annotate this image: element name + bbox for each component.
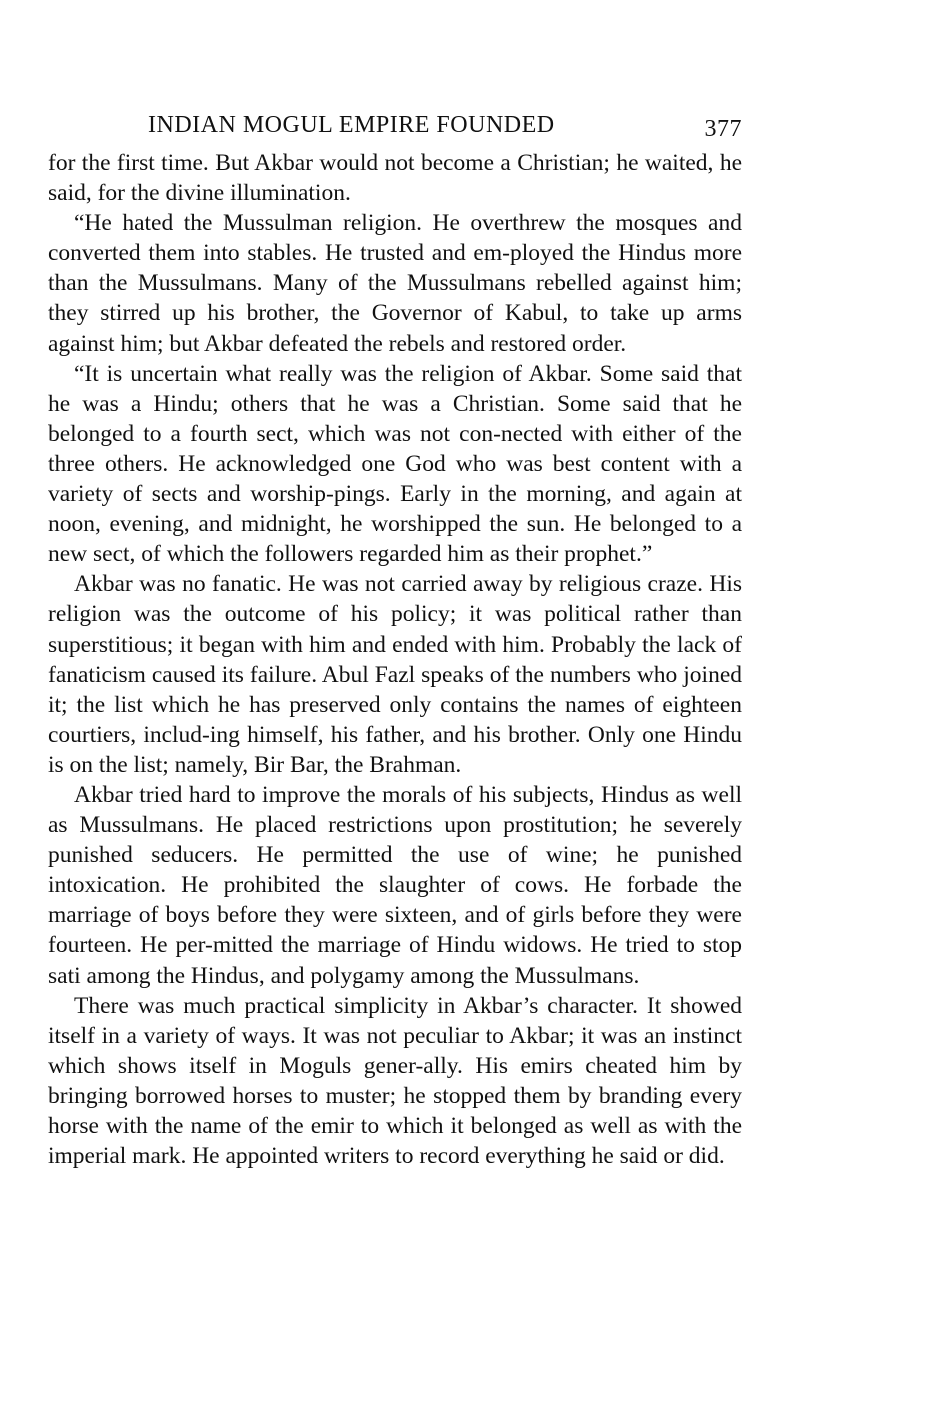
page-number: 377 [704,116,742,142]
running-title: INDIAN MOGUL EMPIRE FOUNDED [148,112,555,138]
page-header [48,104,742,148]
body-text [48,148,742,1171]
paragraph: for the first time. But Akbar would not become a Christian; he waited, he said, for the divine illumination. [48,150,742,207]
paragraph: Akbar tried hard to improve the morals of his subjects, Hindus as well as Mussulmans. He placed restrictions upon prostitution; he severely punished seducers. He permitted the use of wine; he punished intoxication. He prohibited the slaughter of cows. He forbade the marriage of boys before they were sixteen, and of girls before they were fourteen. He per-mitted the marriage of Hindu widows. He tried to stop sati among the Hindus, and polygamy among the Mussulmans. [48,781,742,989]
paragraph: “He hated the Mussulman religion. He overthrew the mosques and converted them into stables. He trusted and em-ployed the Hindus more than the Mussulmans. Many of the Mussulmans rebelled against him; they stirred up his brother, the Governor of Kabul, to take up arms against him; but Akbar defeated the rebels and restored order. [48,210,742,357]
book-page [48,104,742,1171]
paragraph: There was much practical simplicity in Akbar’s character. It showed itself in a variety of ways. It was not peculiar to Akbar; it was an instinct which shows itself in Moguls gener-ally. His emirs cheated him by bringing borrowed horses to muster; he stopped them by branding every horse with the name of the emir to which it belonged as well as with the imperial mark. He appointed writers to record everything he said or did. [48,992,742,1170]
paragraph: Akbar was no fanatic. He was not carried away by religious craze. His religion was the outcome of his policy; it was political rather than superstitious; it began with him and ended with him. Probably the lack of fanaticism caused its failure. Abul Fazl speaks of the numbers who joined it; the list which he has preserved only contains the names of eighteen courtiers, includ-ing himself, his father, and his brother. Only one Hindu is on the list; namely, Bir Bar, the Brahman. [48,571,742,778]
paragraph: “It is uncertain what really was the religion of Akbar. Some said that he was a Hindu; others that he was a Christian. Some said that he belonged to a fourth sect, which was not con-nected with either of the three others. He acknowledged one God who was best content with a variety of sects and worship-pings. Early in the morning, and again at noon, evening, and midnight, he worshipped the sun. He belonged to a new sect, of which the followers regarded him as their prophet.” [48,360,742,568]
